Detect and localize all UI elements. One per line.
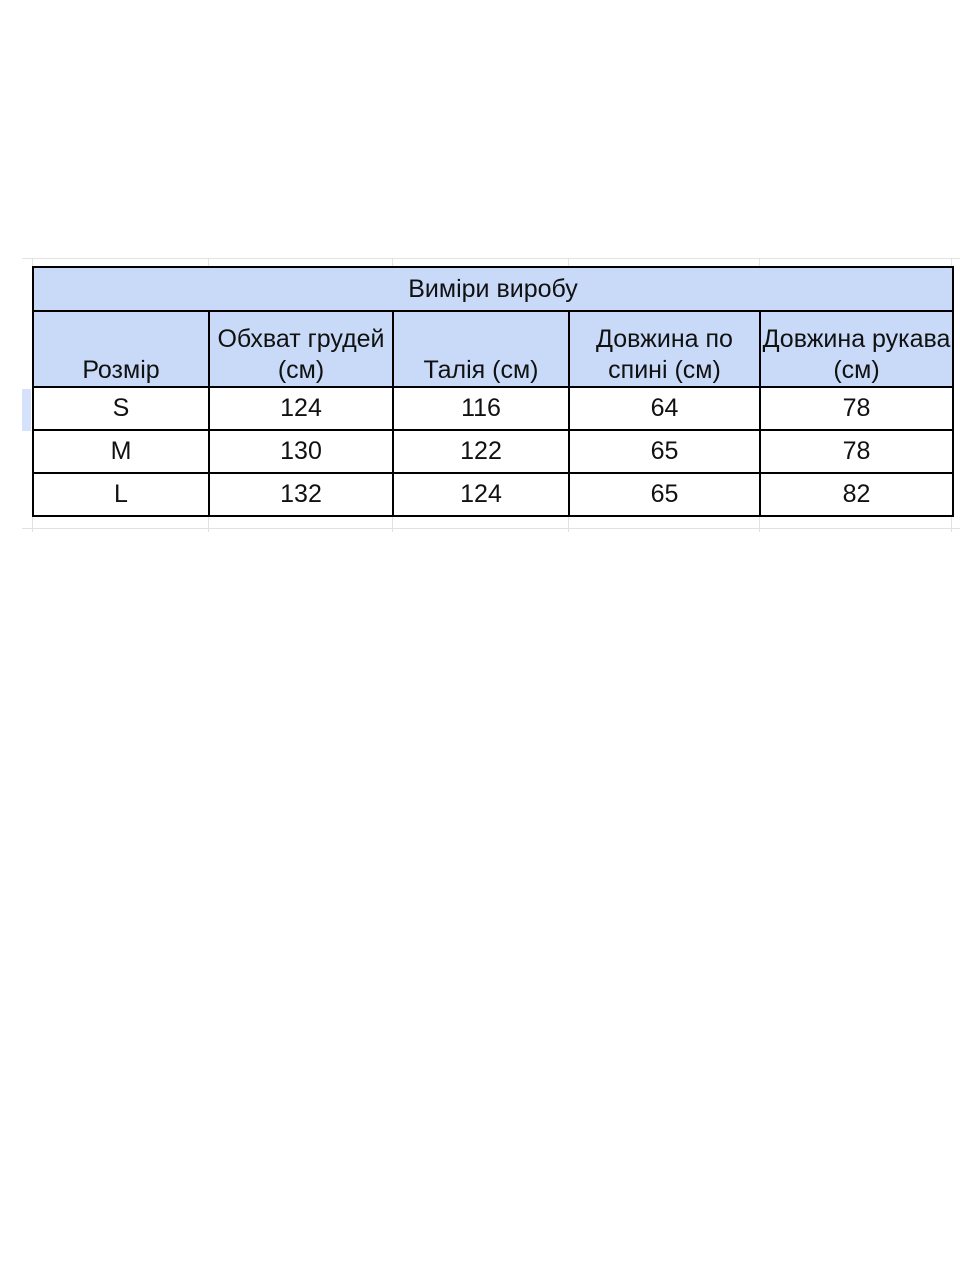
cell-sleeve-length[interactable]: 78: [760, 387, 953, 430]
table-title[interactable]: Виміри виробу: [33, 267, 953, 311]
sheet-gridline: [22, 528, 960, 529]
table-header-row: [33, 311, 953, 387]
cell-chest[interactable]: 132: [209, 473, 393, 516]
cell-back-length[interactable]: 64: [569, 387, 760, 430]
cell-sleeve-length[interactable]: 78: [760, 430, 953, 473]
header-back-length[interactable]: Довжина по спині (см): [569, 311, 760, 387]
cell-waist[interactable]: 124: [393, 473, 569, 516]
cell-sleeve-length[interactable]: 82: [760, 473, 953, 516]
size-chart-table: [32, 266, 954, 517]
cell-back-length[interactable]: 65: [569, 430, 760, 473]
header-sleeve-length[interactable]: Довжина рукава (см): [760, 311, 953, 387]
table-row: [33, 387, 953, 430]
cell-waist[interactable]: 122: [393, 430, 569, 473]
cell-back-length[interactable]: 65: [569, 473, 760, 516]
header-size[interactable]: Розмір: [33, 311, 209, 387]
sheet-gridline: [22, 258, 960, 259]
cell-waist[interactable]: 116: [393, 387, 569, 430]
header-waist[interactable]: Талія (см): [393, 311, 569, 387]
cell-chest[interactable]: 130: [209, 430, 393, 473]
table-row: [33, 430, 953, 473]
header-chest[interactable]: Обхват грудей (см): [209, 311, 393, 387]
cell-size[interactable]: S: [33, 387, 209, 430]
cell-size[interactable]: L: [33, 473, 209, 516]
selected-row-marker: [22, 389, 31, 431]
table-row: [33, 473, 953, 516]
cell-size[interactable]: M: [33, 430, 209, 473]
table-title-row: [33, 267, 953, 311]
cell-chest[interactable]: 124: [209, 387, 393, 430]
